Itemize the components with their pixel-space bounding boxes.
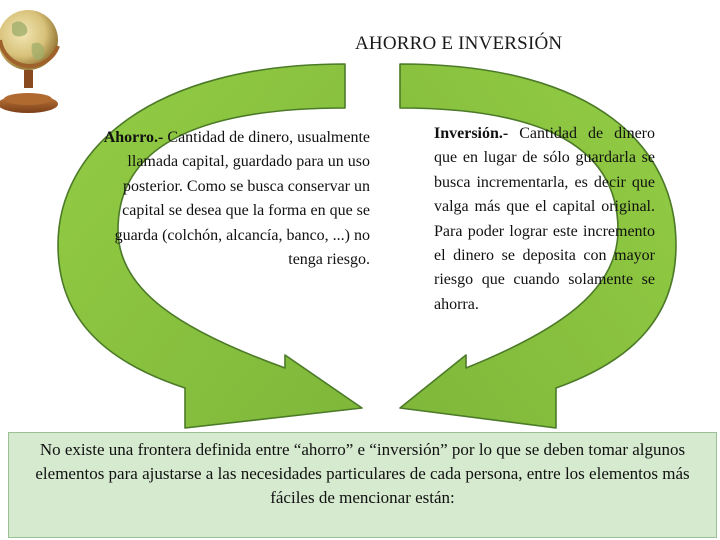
footer-note-text: No existe una frontera definida entre “ahorro” e “inversión” por lo que se deben tomar algunos elementos para ajustarse a las necesidades particulares de cada persona, entre los elementos más fáciles de mencionar están: bbox=[35, 440, 690, 507]
inversion-body: Cantidad de dinero que en lugar de sólo guardarla se busca incrementarla, es decir que valga más que el capital original. Para poder lograr este incremento el dinero se deposita con mayor riesgo que cuando solamente se ahorra. bbox=[434, 125, 655, 313]
slide-title: AHORRO E INVERSIÓN bbox=[355, 33, 563, 54]
ahorro-heading: Ahorro.- bbox=[103, 129, 164, 146]
ahorro-body: Cantidad de dinero, usualmente llamada capital, guardado para un uso posterior. Como se busca conservar un capital se desea que la forma en que se guarda (colchón, alcancía, banco, ...) no tenga riesgo. bbox=[114, 129, 370, 269]
inversion-heading: Inversión.- bbox=[434, 125, 509, 142]
inversion-definition bbox=[434, 122, 655, 317]
footer-note-box bbox=[8, 432, 717, 538]
ahorro-definition bbox=[98, 126, 370, 272]
